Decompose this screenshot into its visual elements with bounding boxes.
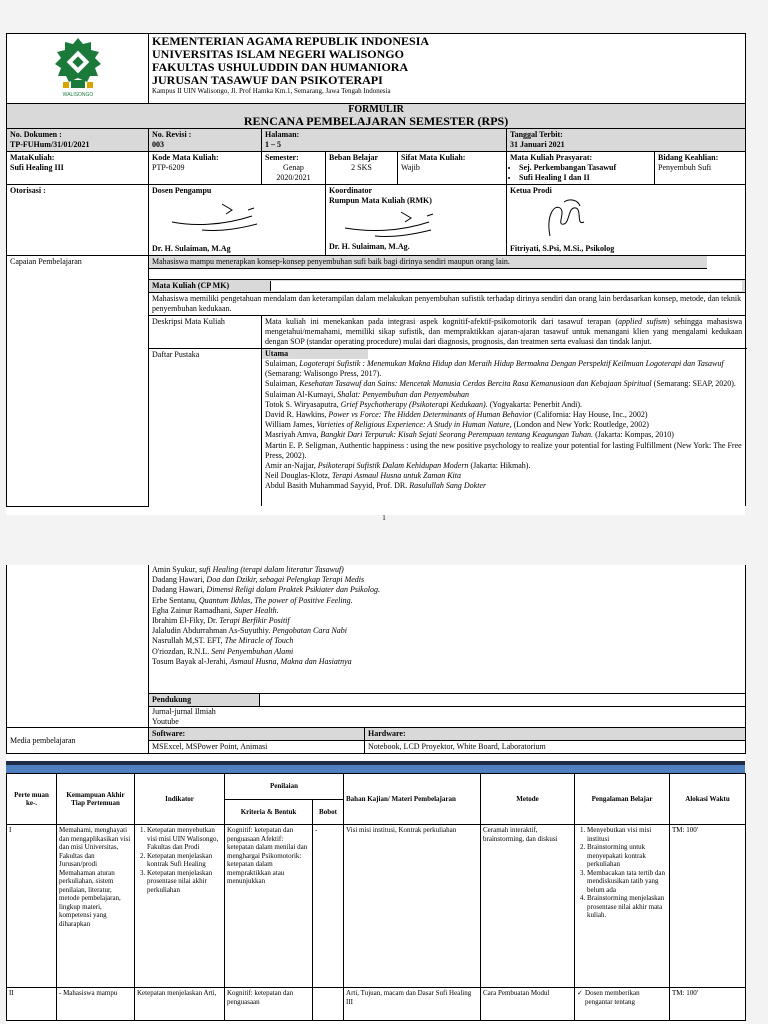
semester-cell: Semester: Genap 2020/2021 xyxy=(262,152,326,185)
bibliography-cell xyxy=(262,349,746,507)
col-alokasi: Alokasi Waktu xyxy=(670,774,746,825)
col-pengalaman: Pengalaman Belajar xyxy=(575,774,670,825)
page-range-cell: Halaman: 1 – 5 xyxy=(262,129,507,152)
university-title: UNIVERSITAS ISLAM NEGERI WALISONGO xyxy=(152,47,404,61)
reference-item: Erbe Sentanu, Quantum Ikhlas, The power of Positive Feeling. xyxy=(152,595,353,605)
reference-item: Sulaiman Al-Kumayi, Shalat: Penyembuhan dan Penyembuhan xyxy=(265,389,469,399)
hardware-label: Hardware: xyxy=(365,728,746,741)
lecturer-signature-icon xyxy=(152,196,322,244)
bibliography-label-cont xyxy=(7,565,149,728)
cpmk-text: Mahasiswa memiliki pengetahuan mendalam dan keterampilan dalam melakukan penyembuhan sufistik terhadap dirinya sendiri dan orang lain berdasarkan konsep, metode, dan teknik penyembuhan kedukaan. xyxy=(149,292,745,315)
course-name-cell: MataKuliah: Sufi Healing III xyxy=(7,152,149,185)
description-label: Deskripsi Mata Kuliah xyxy=(149,316,262,349)
col-kriteria: Kriteria & Bentuk xyxy=(225,799,313,825)
reference-item: Abdul Basith Muhammad Sayyid, Prof. DR. Rasulullah Sang Dokter xyxy=(265,481,487,491)
supporting-refs-heading: Pendukung xyxy=(149,694,746,707)
supporting-ref-item: Youtube xyxy=(152,717,179,727)
bibliography-label: Daftar Pustaka xyxy=(149,349,262,507)
document-page-2 xyxy=(6,565,745,1024)
section-divider xyxy=(6,765,745,773)
col-pertemuan: Perte muan ke-. xyxy=(7,774,57,825)
col-bobot: Bobot xyxy=(313,799,344,825)
reference-item: Egha Zainur Ramadhani, Super Health. xyxy=(152,605,279,615)
reference-item: Sulaiman, Kesehatan Tasawuf dan Sains: Mencetak Manusia Cerdas Bercita Rasa Kemanusiaan dan Kebajaan Spiritual (Semarang: SEAP, 2020). xyxy=(265,379,736,389)
course-type-cell: Sifat Mata Kuliah: Wajib xyxy=(398,152,507,185)
coordinator-signature-icon xyxy=(329,206,503,242)
supporting-refs-list xyxy=(149,707,746,728)
software-label: Software: xyxy=(149,728,365,741)
reference-item: Neil Douglas-Klotz, Terapi Asmaul Husna untuk Zaman Kita xyxy=(265,471,462,481)
authorization-label: Otorisasi : xyxy=(7,185,149,256)
rps-continued-table xyxy=(6,565,746,754)
expertise-cell: Bidang Keahlian: Penyembuh Sufi xyxy=(655,152,746,185)
reference-item: Martin E. P. Seligman, Authentic happiness : using the new positive psychology to realize your potential for lasting Fulfillment (New York: The Free Press, 2002). xyxy=(265,440,742,460)
reference-item: Amir an-Najjar, Psikoterapi Sufistik Dalam Kehidupan Modern (Jakarta: Hikmah). xyxy=(265,461,531,471)
campus-address: Kampus II UIN Walisongo, Jl. Prof Hamka Km.1, Semarang, Jawa Tengah Indonesia xyxy=(152,87,391,95)
primary-refs-list-2 xyxy=(152,565,742,667)
primary-refs-continued xyxy=(149,565,746,694)
learning-outcome-text: Mahasiswa mampu menerapkan konsep-konsep penyembuhan sufi baik bagi dirinya sendiri maupun orang lain. xyxy=(149,256,707,269)
department-title: JURUSAN TASAWUF DAN PSIKOTERAPI xyxy=(152,73,383,87)
col-bahan: Bahan Kajian/ Materi Pembelajaran xyxy=(344,774,481,825)
reference-item: Totok S. Wiryasaputra, Grief Psychotherapy (Psikoterapi Kedukaan). (Yogyakarta: Penerbit Andi). xyxy=(265,399,582,409)
document-page-1 xyxy=(6,33,745,515)
description-text: Mata kuliah ini menekankan pada integrasi aspek kognitif-afektif-psikomotorik dari tasawuf terapan (applied sufism) sehingga mahasiswa mengetahui/memahami, memiliki sikap sufistik, dan mempraktikkan ajaran-ajaran tasawuf untuk menangani klien yang mengalami kedukaan dengan SOP (standar operating procedure) mulai dari diagnosis, prognosis, dan treatmen serta evaluasi dan tindak lanjut. xyxy=(262,316,746,349)
reference-item: David R. Hawkins, Power vs Force: The Hidden Determinants of Human Behavior (California: Hay House, Inc., 2002) xyxy=(265,410,648,420)
hardware-value: Notebook, LCD Proyektor, White Board, Laboratorium xyxy=(365,741,746,754)
reference-item: Jalaludin Abdurrahman As-Suyuthiy. Pengobatan Cara Nabi xyxy=(152,626,348,636)
reference-item: Amin Syukur, sufi Healing (terapi dalam literatur Tasawuf) xyxy=(152,565,344,574)
software-value: MSExcel, MSPower Point, Animasi xyxy=(149,741,365,754)
table-row: II - Mahasiswa mampu Ketepatan menjelaskan Arti, Kognitif: ketepatan dan penguasaan Arti, Tujuan, macam dan Dasar Sufi Healing III Cara Pembuatan Modul ✓ Dosen memberikan pengantar tentang TM: 100' xyxy=(7,988,746,1021)
reference-item: Ibrahim El-Fiky, Dr. Terapi Berfikir Positif xyxy=(152,616,290,626)
head-signature-icon xyxy=(510,196,742,244)
reference-item: William James, Varieties of Religious Experience: A Study in Human Nature, (London and New York: Routledge, 2002) xyxy=(265,420,649,430)
table-row: I Memahami, menghayati dan mengaplikasikan visi dan misi Universitas, Fakultas dan Jurusan/prodi Memahaman aturan perkuliahan, sistem penilaian, literatur, metode pembelajaran, lingkup materi, kompetensi yang diharapkan 1. Ketepatan menyebutkan visi misi UIN Walisongo, Fakultas dan Prodi 2. Ketepatan menjelaskan kontrak Sufi Healing 3. Ketepatan menjelaskan prosentase nilai akhir perkuliahan Kognitif: ketepatan dan penguasaan Afektif: ketepatan dalam menilai dan menghargai Psikomotorik: ketepatan dalam mempraktikkan atau menunjukkan - Visi misi institusi, Kontrak perkuliahan Ceramah interaktif, brainstorming, dan diskusi 1. Menyebutkan visi misi institusi 2. Brainstorming untuk menyepakati kontrak perkuliahan 3. Membacakan tata tertib dan mendiskusikan tatib yang belum ada 4. Brainstorming menjelaskan prosentase nilai akhir mata kuliah. TM: 100' xyxy=(7,825,746,988)
head-signature-cell: Ketua Prodi Fitriyati, S.Psi, M.Si., Psikolog xyxy=(507,185,746,256)
reference-item: Nasrullah M,ST. EFT, The Miracle of Touch xyxy=(152,636,294,646)
reference-item: O'riozdan, R.N.L. Seni Penyembuhan Alami xyxy=(152,646,294,656)
learning-outcome-cell xyxy=(149,256,746,316)
supporting-ref-item: Jurnal-jurnal Ilmiah xyxy=(152,707,216,716)
prerequisite-item: • Sufi Healing I dan II xyxy=(519,173,651,183)
media-label: Media pembelajaran xyxy=(7,728,149,754)
rps-header-table xyxy=(6,33,746,507)
col-metode: Metode xyxy=(481,774,575,825)
form-title-cell xyxy=(7,104,746,129)
reference-item: Tosum Bayak al-Jerahi, Asmaul Husna, Makna dan Hasiatnya xyxy=(152,656,352,666)
ministry-title: KEMENTERIAN AGAMA REPUBLIK INDONESIA xyxy=(152,34,430,48)
prerequisite-item: • Sej. Perkembangan Tasawuf xyxy=(519,163,651,173)
reference-item: Dadang Hawari, Doa dan Dzikir, sebagai Pelengkap Terapi Medis xyxy=(152,575,365,585)
issue-date-cell: Tanggal Terbit: 31 Januari 2021 xyxy=(507,129,746,152)
rps-title: RENCANA PEMBELAJARAN SEMESTER (RPS) xyxy=(243,114,509,128)
coordinator-signature-cell: Koordinator Rumpun Mata Kuliah (RMK) Dr. H. Sulaiman, M.Ag. xyxy=(326,185,507,256)
formulir-label: FORMULIR xyxy=(348,104,404,115)
col-penilaian: Penilaian xyxy=(225,774,344,800)
learning-outcome-label: Capaian Pembelajaran xyxy=(7,256,149,507)
doc-number-cell: No. Dokumen : TP-FUHum/31/01/2021 xyxy=(7,129,149,152)
lecturer-signature-cell: Dosen Pengampu Dr. H. Sulaiman, M.Ag xyxy=(149,185,326,256)
credit-cell: Beban Belajar 2 SKS xyxy=(326,152,398,185)
weekly-schedule-table xyxy=(6,773,746,1021)
reference-item: Dadang Hawari, Dimensi Religi dalam Praktek Psikiater dan Psikolog. xyxy=(152,585,380,595)
reference-item: Masriyah Amva, Bangkit Dari Terpuruk: Kisah Sejati Seorang Perempuan tentang Keagungan Tuhan. (Jakarta: Kompas, 2010) xyxy=(265,430,674,440)
page-number: 1 xyxy=(382,514,386,522)
prerequisite-cell: Mata Kuliah Prasyarat: • Sej. Perkembangan Tasawuf • Sufi Healing I dan II xyxy=(507,152,655,185)
faculty-title: FAKULTAS USHULUDDIN DAN HUMANIORA xyxy=(152,60,409,74)
revision-cell: No. Revisi : 003 xyxy=(149,129,262,152)
col-indikator: Indikator xyxy=(135,774,225,825)
cpmk-heading: Mata Kuliah (CP MK) xyxy=(149,279,745,292)
course-code-cell: Kode Mata Kuliah: PTP-6209 xyxy=(149,152,262,185)
primary-refs-list xyxy=(262,359,745,492)
reference-item: Sulaiman, Logoterapi Sufistik : Menemukan Makna Hidup dan Meraih Hidup Bermakna Dengan Perspektif Keilmuan Logoterapi dan Tasawuf (Semarang: Walisongo Press, 2017). xyxy=(265,359,724,379)
col-kemampuan: Kemampuan Akhir Tiap Pertemuan xyxy=(57,774,135,825)
primary-refs-heading: Utama xyxy=(262,349,368,359)
svg-text:WALISONGO: WALISONGO xyxy=(62,92,93,98)
logo-cell xyxy=(7,34,149,104)
walisongo-logo-icon xyxy=(43,36,113,98)
institution-heading xyxy=(149,34,746,104)
